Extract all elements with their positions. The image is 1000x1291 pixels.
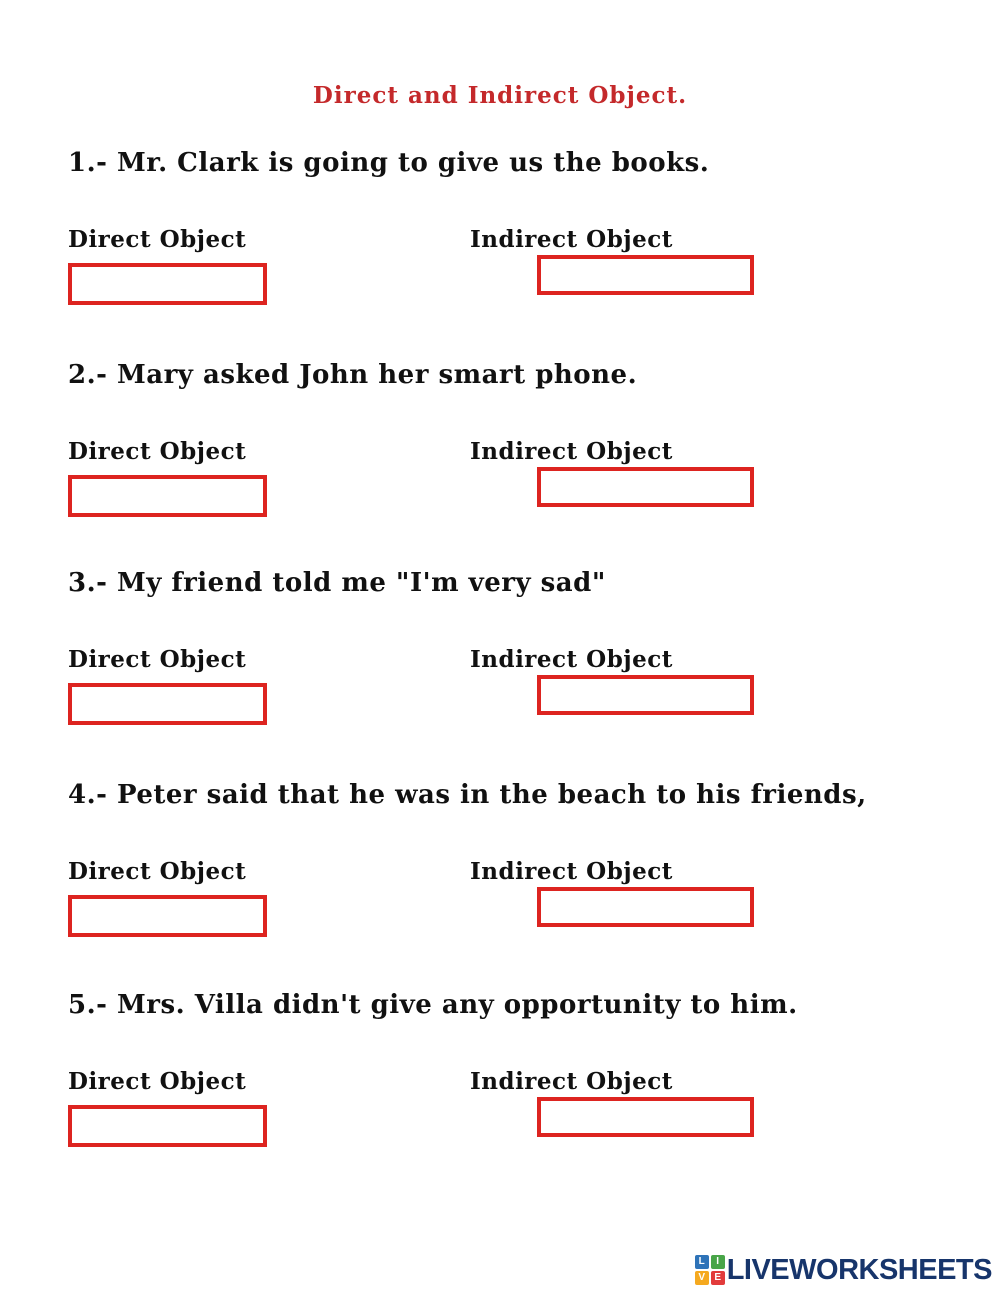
indirect-object-input[interactable] [537,255,754,295]
direct-object-label: Direct Object [68,226,247,253]
direct-object-input[interactable] [68,683,267,725]
direct-object-label: Direct Object [68,1068,247,1095]
question-block-2 [0,360,1000,545]
brand-name: LIVEWORKSHEETS [726,1253,992,1286]
direct-object-label: Direct Object [68,858,247,885]
indirect-object-input[interactable] [537,675,754,715]
question-block-3 [0,568,1000,753]
direct-object-label: Direct Object [68,646,247,673]
indirect-object-label: Indirect Object [470,1068,673,1095]
indirect-object-input[interactable] [537,467,754,507]
indirect-object-input[interactable] [537,1097,754,1137]
question-block-1 [0,148,1000,333]
direct-object-input[interactable] [68,475,267,517]
question-sentence: 4.- Peter said that he was in the beach to his friends, [68,780,867,810]
direct-object-input[interactable] [68,895,267,937]
logo-letter-i: I [711,1255,725,1269]
question-sentence: 5.- Mrs. Villa didn't give any opportunity to him. [68,990,798,1020]
direct-object-input[interactable] [68,1105,267,1147]
logo-letter-e: E [711,1271,725,1285]
question-sentence: 2.- Mary asked John her smart phone. [68,360,638,390]
page-title: Direct and Indirect Object. [312,82,688,109]
question-block-5 [0,990,1000,1175]
indirect-object-label: Indirect Object [470,646,673,673]
question-sentence: 3.- My friend told me "I'm very sad" [68,568,606,598]
question-sentence: 1.- Mr. Clark is going to give us the books. [68,148,710,178]
liveworksheets-logo [695,1255,992,1285]
logo-letter-v: V [695,1271,709,1285]
indirect-object-label: Indirect Object [470,858,673,885]
liveworksheets-grid-icon [695,1255,725,1285]
indirect-object-label: Indirect Object [470,226,673,253]
direct-object-label: Direct Object [68,438,247,465]
question-block-4 [0,780,1000,965]
indirect-object-input[interactable] [537,887,754,927]
indirect-object-label: Indirect Object [470,438,673,465]
direct-object-input[interactable] [68,263,267,305]
logo-letter-l: L [695,1255,709,1269]
